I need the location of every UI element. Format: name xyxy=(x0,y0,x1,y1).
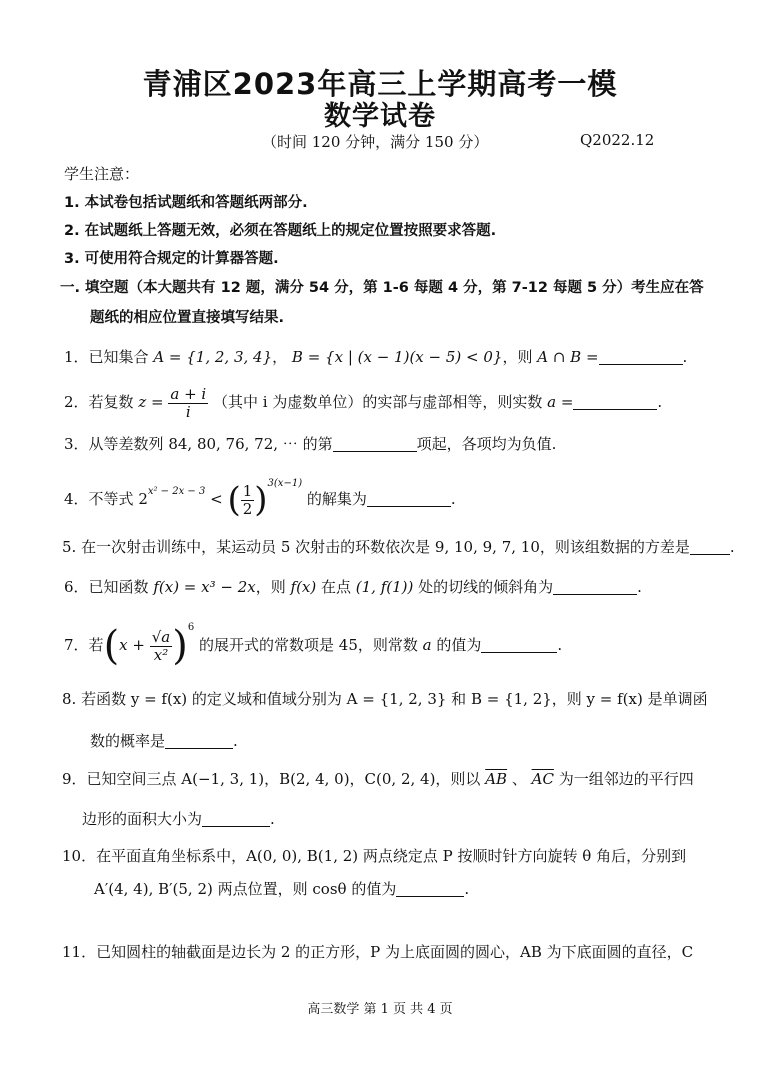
section-heading-cont: 题纸的相应位置直接填写结果. xyxy=(90,310,285,326)
notice-item: 3. 可使用符合规定的计算器答题. xyxy=(64,251,279,267)
question-7: 7．若(x + $\frac{√a}{\text{x²}}$ )$^6$ 的展开式的常数项是 45，则常数 a 的值为 . xyxy=(64,622,563,669)
fraction: $\frac{a + i}{i}$ xyxy=(170,385,207,421)
section-heading: 一. 填空题（本大题共有 12 题，满分 54 分，第 1-6 每题 4 分，第 7-12 每题 5 分）考生应在答 xyxy=(60,280,704,296)
question-10-cont: A′(4, 4), B′(5, 2) 两点位置，则 cosθ 的值为 . xyxy=(94,880,470,898)
question-8-cont: 数的概率是 . xyxy=(90,732,238,750)
answer-blank[interactable] xyxy=(573,395,657,410)
question-9: 9．已知空间三点 A(−1, 3, 1)，B(2, 4, 0)，C(0, 2, 4)，则以 $\overline{AB}$ 、 $\overline{AC}$ 为一组邻边的平行四 xyxy=(62,770,694,788)
notice-item: 2. 在试题纸上答题无效，必须在答题纸上的规定位置按照要求答题. xyxy=(64,223,497,239)
exam-title: 青浦区2023年高三上学期高考一模 xyxy=(142,67,618,101)
answer-blank[interactable] xyxy=(367,492,451,507)
page-footer: 高三数学 第 1 页 共 4 页 xyxy=(307,1002,453,1017)
question-4: 4．不等式 $2^{x^2 - 2x - 3}$ < ( $\frac{1}{2}$ )$^{3(x-1)}$ 的解集为 . xyxy=(64,478,456,520)
answer-blank[interactable] xyxy=(599,350,683,365)
question-3: 3．从等差数列 84, 80, 76, 72, ⋯ 的第 项起，各项均为负值. xyxy=(64,435,557,453)
notice-heading: 学生注意： xyxy=(64,165,140,183)
question-11: 11．已知圆柱的轴截面是边长为 2 的正方形，P 为上底面圆的圆心，AB 为下底面圆的直径，C xyxy=(62,943,694,961)
exam-time-score: （时间 120 分钟，满分 150 分） xyxy=(262,133,489,151)
question-8: 8. 若函数 y = f(x) 的定义域和值域分别为 A = {1, 2, 3} 和 B = {1, 2}，则 y = f(x) 是单调函 xyxy=(62,690,708,708)
answer-blank[interactable] xyxy=(333,437,417,452)
answer-blank[interactable] xyxy=(165,734,233,749)
exam-subtitle: 数学试卷 xyxy=(324,101,436,132)
answer-blank[interactable] xyxy=(553,580,637,595)
answer-blank[interactable] xyxy=(481,638,557,653)
answer-blank[interactable] xyxy=(396,882,464,897)
question-1: 1．已知集合 A = {1, 2, 3, 4}， B = {x | (x − 1)(x − 5) < 0}，则 A ∩ B = . xyxy=(64,348,688,366)
question-6: 6．已知函数 f(x) = x³ − 2x，则 f(x) 在点 (1, f(1)) 处的切线的倾斜角为 . xyxy=(64,578,642,596)
question-5: 5. 在一次射击训练中，某运动员 5 次射击的环数依次是 9, 10, 9, 7, 10，则该组数据的方差是 . xyxy=(62,538,735,556)
fraction: $\frac{√a}{\text{x²}}$ xyxy=(151,628,171,664)
answer-blank[interactable] xyxy=(202,812,270,827)
fraction: $\frac{1}{2}$ xyxy=(242,482,253,518)
notice-item: 1. 本试卷包括试题纸和答题纸两部分. xyxy=(64,195,308,211)
question-10: 10．在平面直角坐标系中，A(0, 0), B(1, 2) 两点绕定点 P 按顺时针方向旋转 θ 角后，分别到 xyxy=(62,847,687,865)
answer-blank[interactable] xyxy=(690,540,730,555)
exam-code: Q2022.12 xyxy=(580,131,655,149)
question-2: 2．若复数 z = $\frac{a + i}{i}$ （其中 i 为虚数单位）的实部与虚部相等，则实数 a = . xyxy=(64,385,663,421)
question-9-cont: 边形的面积大小为 . xyxy=(82,810,275,828)
